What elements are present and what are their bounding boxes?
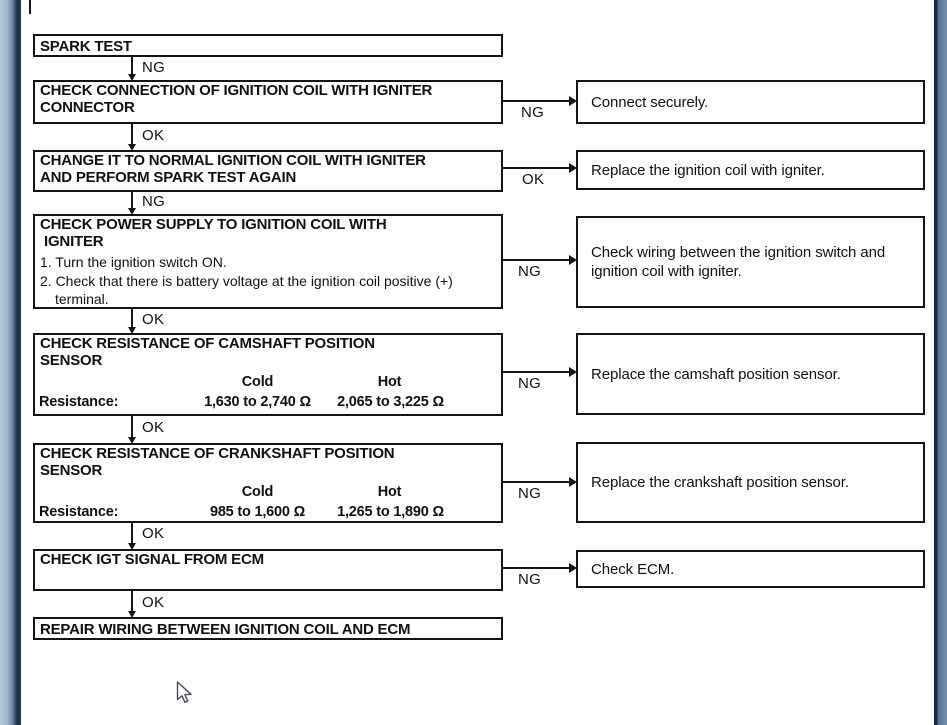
action-3-text-line-1: Check wiring between the ignition switch and [591, 244, 886, 261]
step-4-item-1: 1. Turn the ignition switch ON. [40, 254, 227, 270]
step-5-col-hot: Hot [377, 374, 402, 390]
step-7-title: CHECK IGT SIGNAL FROM ECM [40, 551, 264, 568]
step-5-title-line-1: CHECK RESISTANCE OF CAMSHAFT POSITION [40, 335, 375, 352]
branch-arrow-1 [503, 100, 569, 102]
down-label-5: OK [142, 419, 165, 436]
action-1-box [576, 80, 925, 124]
step-6-title-line-1: CHECK RESISTANCE OF CRANKSHAFT POSITION [40, 445, 395, 462]
step-6-col-cold: Cold [241, 484, 274, 500]
action-2-box [576, 150, 925, 190]
step-4-item-2: 2. Check that there is battery voltage at the ignition coil positive (+) [40, 272, 453, 289]
action-5-text: Replace the crankshaft position sensor. [591, 474, 849, 491]
down-arrow-3 [131, 192, 133, 208]
down-label-2: OK [142, 127, 165, 144]
branch-label-1: NG [521, 104, 545, 121]
branch-arrow-2 [503, 167, 569, 169]
step-3-title-line-1: CHANGE IT TO NORMAL IGNITION COIL WITH IGNITER [40, 152, 426, 169]
step-4-item-2-cont: terminal. [55, 291, 109, 307]
right-scrollbar[interactable] [934, 0, 947, 725]
down-arrow-7 [131, 591, 133, 611]
step-2-box [33, 80, 503, 124]
action-6-text: Check ECM. [591, 560, 675, 578]
action-2-text: Replace the ignition coil with igniter. [591, 161, 825, 179]
action-4-box [576, 333, 925, 415]
step-5-box [33, 333, 503, 416]
top-connector-line [29, 0, 31, 14]
step-3-box [33, 150, 503, 192]
left-scrollbar[interactable] [0, 0, 21, 725]
step-1-box [33, 34, 503, 57]
step-5-cold-value: 1,630 to 2,740 Ω [204, 394, 311, 410]
down-label-6: OK [142, 525, 165, 542]
down-arrow-5 [131, 416, 133, 437]
branch-arrow-6 [503, 567, 569, 569]
step-7-box [33, 549, 503, 591]
branch-arrow-3 [503, 259, 569, 261]
down-arrow-2 [131, 124, 133, 144]
step-3-title-line-2: AND PERFORM SPARK TEST AGAIN [40, 168, 297, 186]
step-2-title-line-1: CHECK CONNECTION OF IGNITION COIL WITH IGNITER [40, 82, 433, 99]
down-arrow-6 [131, 523, 133, 543]
action-5-box [576, 442, 925, 523]
action-6-box [576, 550, 925, 588]
branch-arrow-5 [503, 481, 569, 483]
step-6-hot-value: 1,265 to 1,890 Ω [337, 504, 444, 520]
branch-label-4: NG [518, 375, 542, 392]
step-6-title-line-2: SENSOR [40, 461, 103, 479]
step-5-resistance-label: Resistance: [39, 394, 119, 410]
down-arrow-4 [131, 309, 133, 327]
step-2-title-line-2: CONNECTOR [40, 98, 135, 116]
action-3-text-line-2: ignition coil with igniter. [591, 263, 742, 280]
action-4-text: Replace the camshaft position sensor. [591, 365, 841, 383]
down-label-4: OK [142, 311, 165, 328]
down-label-3: NG [142, 193, 166, 210]
action-3-box [576, 216, 925, 308]
step-8-box [33, 617, 503, 640]
branch-label-2: OK [522, 171, 545, 188]
step-5-title-line-2: SENSOR [40, 351, 103, 369]
down-label-1: NG [142, 59, 166, 76]
step-1-title: SPARK TEST [40, 38, 132, 55]
step-5-hot-value: 2,065 to 3,225 Ω [337, 394, 444, 410]
branch-label-6: NG [518, 571, 542, 588]
step-4-box [33, 214, 503, 309]
down-arrow-1 [131, 57, 133, 74]
step-8-title: REPAIR WIRING BETWEEN IGNITION COIL AND ECM [40, 621, 411, 638]
step-6-col-hot: Hot [377, 484, 402, 500]
branch-label-5: NG [518, 485, 542, 502]
branch-label-3: NG [518, 263, 542, 280]
down-label-7: OK [142, 594, 165, 611]
step-6-box [33, 443, 503, 523]
step-4-title-line-2: IGNITER [44, 232, 104, 250]
mouse-cursor-icon [176, 681, 195, 706]
step-6-resistance-label: Resistance: [39, 504, 119, 520]
step-5-col-cold: Cold [241, 374, 274, 390]
step-4-title-line-1: CHECK POWER SUPPLY TO IGNITION COIL WITH [40, 216, 387, 233]
branch-arrow-4 [503, 371, 569, 373]
step-6-cold-value: 985 to 1,600 Ω [209, 504, 306, 520]
action-1-text: Connect securely. [591, 93, 709, 111]
